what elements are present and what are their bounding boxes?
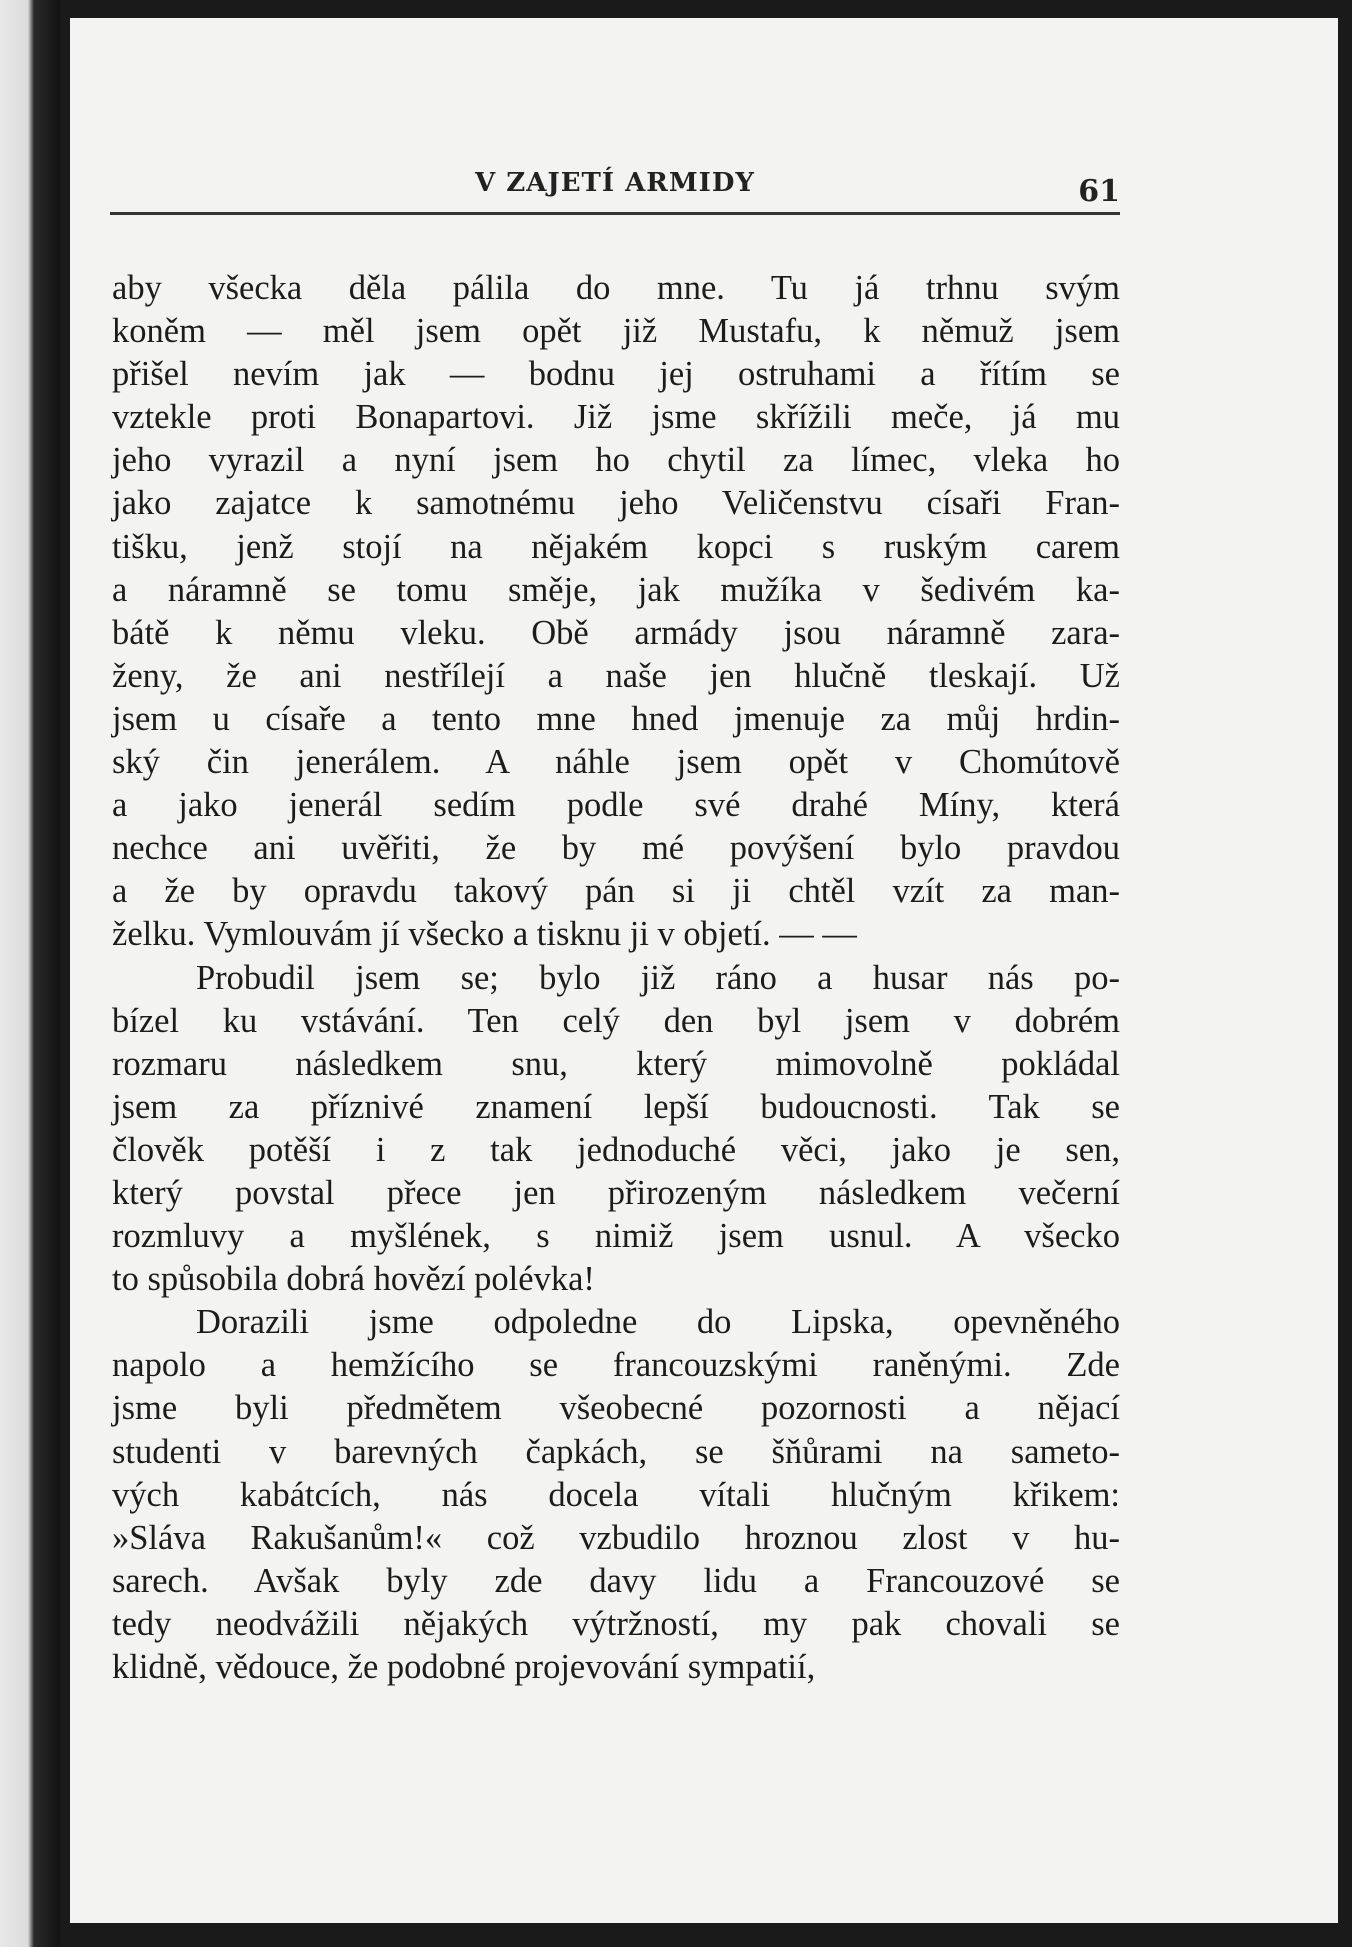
text-line: tedy neodvážili nějakých výtržností, my pak chovali se [112, 1604, 1120, 1643]
text-line: rozmaru následkem snu, který mimovolně pokládal [112, 1044, 1120, 1083]
text-line: to spůsobila dobrá hovězí polévka! [112, 1260, 595, 1299]
running-head [110, 152, 1120, 209]
text-line: ský čin jenerálem. A náhle jsem opět v Chomútově [112, 743, 1120, 782]
text-line: vých kabátcích, nás docela vítali hlučným křikem: [112, 1475, 1120, 1514]
text-line: studenti v barevných čapkách, se šňůrami na sameto- [112, 1432, 1120, 1471]
text-line: nechce ani uvěřiti, že by mé povýšení bylo pravdou [112, 829, 1120, 868]
text-line: sarech. Avšak byly zde davy lidu a Francouzové se [112, 1561, 1120, 1600]
text-line: ženy, že ani nestřílejí a naše jen hlučně tleskají. Už [112, 656, 1120, 695]
scan-binding-shadow [0, 0, 60, 1947]
text-line: a že by opravdu takový pán si ji chtěl vzít za man- [112, 872, 1120, 911]
text-line: jako zajatce k samotnému jeho Veličenstvu císaři Fran- [112, 484, 1120, 523]
text-line: člověk potěší i z tak jednoduché věci, jako je sen, [112, 1130, 1120, 1169]
text-line: bátě k němu vleku. Obě armády jsou náramně zara- [112, 613, 1120, 652]
text-line: jsme byli předmětem všeobecné pozornosti a nějací [112, 1389, 1120, 1428]
text-line: bízel ku vstávání. Ten celý den byl jsem v dobrém [112, 1001, 1120, 1040]
text-line: aby všecka děla pálila do mne. Tu já trhnu svým [112, 269, 1120, 307]
running-title: V ZAJETÍ ARMIDY [475, 168, 755, 198]
text-line: vztekle proti Bonapartovi. Již jsme skřížili meče, já mu [112, 398, 1120, 437]
text-line: a jako jenerál sedím podle své drahé Míny, která [112, 786, 1120, 825]
text-line: Probudil jsem se; bylo již ráno a husar nás po- [196, 958, 1120, 997]
text-line: tišku, jenž stojí na nějakém kopci s ruským carem [112, 527, 1120, 566]
text-line: rozmluvy a myšlének, s nimiž jsem usnul. A všecko [112, 1217, 1120, 1256]
text-line: který povstal přece jen přirozeným následkem večerní [112, 1173, 1120, 1212]
text-line: želku. Vymlouvám jí všecko a tisknu ji v objetí. — — [112, 915, 857, 954]
text-line: koněm — měl jsem opět již Mustafu, k němuž jsem [112, 312, 1120, 351]
text-line: »Sláva Rakušanům!« což vzbudilo hroznou zlost v hu- [112, 1518, 1120, 1557]
text-line: jsem za příznivé znamení lepší budoucnosti. Tak se [112, 1087, 1120, 1126]
text-line: jsem u císaře a tento mne hned jmenuje za můj hrdin- [112, 699, 1120, 738]
paragraph [112, 957, 1120, 1302]
body-text [112, 267, 1120, 1689]
header-rule [110, 212, 1120, 215]
text-line: přišel nevím jak — bodnu jej ostruhami a řítím se [112, 355, 1120, 394]
page-number: 61 [1078, 174, 1120, 209]
paragraph [112, 1301, 1120, 1689]
paragraph [112, 267, 1120, 957]
text-line: Dorazili jsme odpoledne do Lipska, opevněného [196, 1303, 1120, 1342]
text-line: a náramně se tomu směje, jak mužíka v šedivém ka- [112, 570, 1120, 609]
text-line: jeho vyrazil a nyní jsem ho chytil za límec, vleka ho [112, 441, 1120, 480]
text-line: klidně, vědouce, že podobné projevování sympatií, [112, 1648, 816, 1686]
text-line: napolo a hemžícího se francouzskými raněnými. Zde [112, 1346, 1120, 1385]
